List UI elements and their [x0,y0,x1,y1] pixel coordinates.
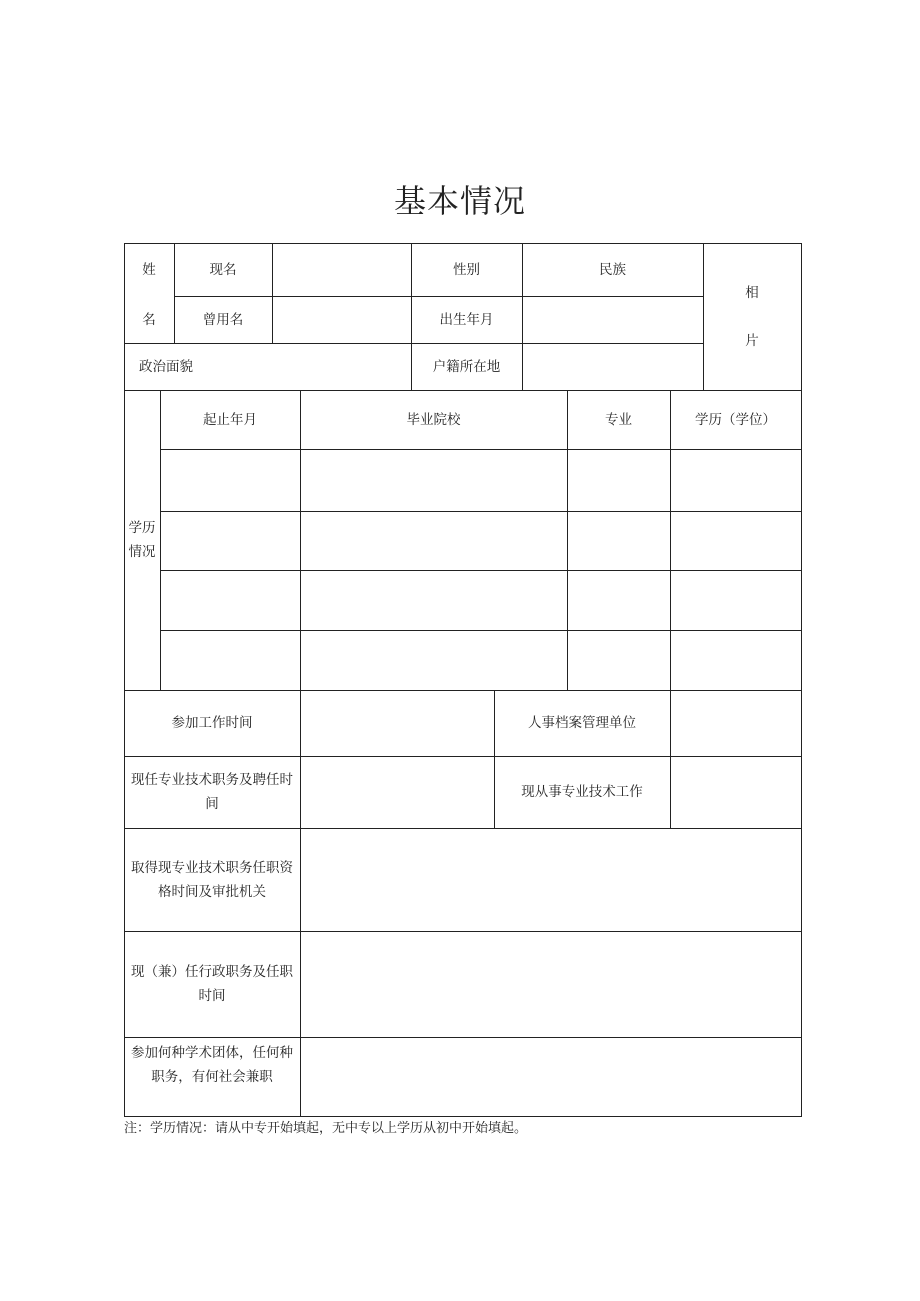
qualification-label [124,828,300,931]
archive-unit-label: 人事档案管理单位 [528,715,636,731]
current-title-field[interactable] [300,756,494,828]
school-header: 毕业院校 [406,411,461,428]
row-divider [160,511,802,512]
photo-area[interactable] [703,243,801,390]
admin-post-field[interactable] [300,931,801,1037]
footnote: 注：学历情况：请从中专开始填起，无中专以上学历从初中开始填起。 [124,1121,528,1136]
row-divider [160,449,802,450]
birth-field[interactable] [522,296,703,343]
former-name-label: 曾用名 [202,311,244,328]
admin-post-label-line2: 时间 [198,988,226,1004]
current-title-label-line1: 现任专业技术职务及聘任时 [131,772,293,788]
work-start-field[interactable] [300,690,494,756]
archive-unit-field[interactable] [670,690,801,756]
row-divider [160,630,802,631]
birth-label: 出生年月 [439,311,494,328]
photo-label-1: 相 [745,284,759,301]
education-label-1: 学历 [128,520,156,536]
table-border-right [801,243,802,1117]
current-work-label: 现从事专业技术工作 [521,784,643,800]
current-title-label-line2: 间 [205,796,219,812]
major-header: 专业 [605,411,632,428]
name-label-1: 姓 [142,261,156,278]
household-registration-field[interactable] [522,343,703,390]
admin-post-label-line1: 现（兼）任行政职务及任职 [131,964,293,980]
admin-post-label [124,931,300,1037]
former-name-field[interactable] [272,296,411,343]
gender-label: 性别 [453,261,480,278]
education-label-2: 情况 [128,544,156,560]
row-divider [160,570,802,571]
academic-label [124,1037,300,1116]
photo-label-2: 片 [745,332,759,349]
academic-field[interactable] [300,1037,801,1116]
education-section-label [124,390,160,690]
period-header: 起止年月 [203,411,257,428]
page-title: 基本情况 [393,182,526,220]
current-name-field[interactable] [272,243,411,296]
qualification-label-line1: 取得现专业技术职务任职资 [131,859,293,876]
current-work-field[interactable] [670,756,801,828]
household-registration-label: 户籍所在地 [432,358,501,375]
degree-header: 学历（学位） [695,411,776,428]
current-title-label [124,756,300,828]
academic-label-line2: 职务，有何社会兼职 [151,1069,273,1085]
current-name-label: 现名 [209,261,237,278]
qualification-label-line2: 格时间及审批机关 [158,883,266,900]
work-start-label: 参加工作时间 [171,715,253,731]
qualification-field[interactable] [300,828,801,931]
political-status-label: 政治面貌 [139,358,193,375]
name-label-2: 名 [142,311,156,328]
academic-label-line1: 参加何种学术团体，任何种 [131,1045,293,1061]
ethnicity-label: 民族 [599,261,626,278]
